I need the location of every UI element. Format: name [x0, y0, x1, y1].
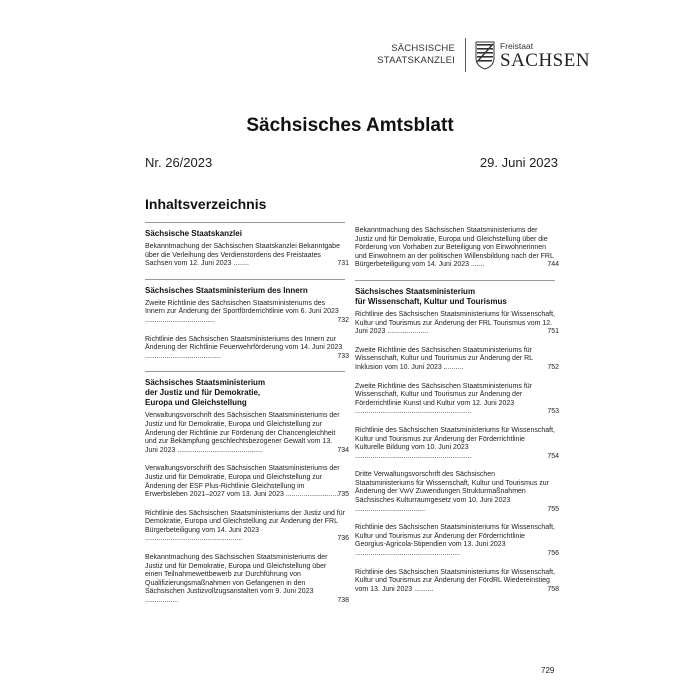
section-heading: Sächsisches Staatsministerium des Innern [145, 279, 345, 300]
toc-entry[interactable]: Zweite Richtlinie des Sächsischen Staatsministeriums des Innern zur Änderung der Sportförderrichtlinie vom 6. Juni 2023 .................................... 732 [145, 299, 349, 324]
toc-entry[interactable]: Richtlinie des Sächsischen Staatsministeriums der Justiz und für Demokratie, Europa und Gleichstellung zur Änderung der FRL Bürgerbeteiligung vom 14. Juni 2023 .................................................. 736 [145, 509, 349, 543]
logo-divider [465, 38, 466, 72]
document-title: Sächsisches Amtsblatt [246, 115, 454, 136]
toc-entry[interactable]: Zweite Richtlinie des Sächsischen Staatsministeriums für Wissenschaft, Kultur und Tourismus zur Änderung der Förderrichtlinie Kunst und Kultur vom 12. Juni 2023 ............................................................ 753 [355, 382, 559, 416]
toc-right-column [355, 227, 559, 604]
section-heading: Sächsisches Staatsministerium der Justiz und für Demokratie, Europa und Gleichstellung [145, 371, 345, 412]
toc-entry[interactable]: Richtlinie des Sächsischen Staatsministeriums für Wissenschaft, Kultur und Tourismus zur Änderung der FRL Tourismus vom 12. Juni 2023 ..................... 751 [355, 310, 559, 336]
page-number: 729 [541, 666, 555, 675]
saxony-crest-icon [474, 40, 496, 70]
toc-entry[interactable]: Richtlinie des Sächsischen Staatsministeriums für Wissenschaft, Kultur und Tourismus zur Änderung der Förderrichtlinie Georgius-Agricola-Stipendien vom 13. Juni 2023 ...................................................... 756 [355, 524, 559, 558]
page-reference: 751 [547, 328, 559, 336]
toc-entry[interactable]: Richtlinie des Sächsischen Staatsministeriums für Wissenschaft, Kultur und Tourismus zur Änderung der FördRL Wiedereinstieg vom 13. Juni 2023 .......... 758 [355, 568, 559, 593]
toc-entry[interactable]: Richtlinie des Sächsischen Staatsministeriums für Wissenschaft, Kultur und Tourismus zur Änderung der Förderrichtlinie Kulturelle Bildung vom 10. Juni 2023 ............................................................ 754 [355, 426, 559, 460]
page-reference: 738 [337, 597, 349, 605]
page-reference: 731 [337, 260, 349, 268]
page-reference: 733 [337, 352, 349, 360]
page-reference: 732 [337, 316, 349, 324]
page-reference: 754 [547, 452, 559, 460]
toc-entry[interactable]: Richtlinie des Sächsischen Staatsministeriums des Innern zur Änderung der Richtlinie Feuerwehrförderung vom 14. Juni 2023 ....................................... 733 [145, 335, 349, 360]
page-reference: 752 [547, 363, 559, 371]
toc-entry[interactable]: Dritte Verwaltungsvorschrift des Sächsischen Staatsministeriums für Wissenschaft, Kultur und Tourismus zur Änderung der VwV Zuwendungen Strukturmaßnahmen Sächsisches Kulturraumgesetz vom 10. Juni 2023 .................................... 755 [355, 471, 559, 513]
section-heading: Sächsische Staatskanzlei [145, 222, 345, 243]
page-reference: 736 [337, 535, 349, 543]
toc-entry[interactable]: Bekanntmachung des Sächsischen Staatsministeriums der Justiz und für Demokratie, Europa und Gleichstellung über die Förderung von Vorhaben zur Beteiligung von Einwohnerinnen und Einwohnern an der politischen Willensbildung nach der FRL Bürgerbeteiligung vom 14. Juni 2023 ....... 744 [355, 227, 559, 269]
toc-left-column [145, 222, 349, 616]
page-reference: 734 [337, 446, 349, 454]
page-reference: 744 [547, 261, 559, 269]
toc-entry[interactable]: Verwaltungsvorschrift des Sächsischen Staatsministeriums der Justiz und für Demokratie, Europa und Gleichstellung zur Änderung der Richtlinie zur Förderung der Chancengleichheit und zur Bekämpfung geschlechtsbezogener Gewalt vom 13. Juni 2023 ............................................ 734 [145, 412, 349, 454]
page-reference: 735 [337, 491, 349, 499]
toc-heading: Inhaltsverzeichnis [145, 196, 267, 212]
freistaat-sachsen-logo: Freistaat SACHSEN [500, 40, 591, 71]
page-reference: 756 [547, 550, 559, 558]
page-reference: 758 [547, 585, 559, 593]
toc-entry[interactable]: Verwaltungsvorschrift des Sächsischen Staatsministeriums der Justiz und für Demokratie, Europa und Gleichstellung zur Änderung der ESF Plus-Richtlinie Gleichstellung im Erwerbsleben 2021–2027 vom 13. Juni 2023 ........................... 735 [145, 465, 349, 499]
staatskanzlei-logo-text: SÄCHSISCHE STAATSKANZLEI [377, 43, 455, 66]
page-reference: 753 [547, 408, 559, 416]
issue-date: 29. Juni 2023 [479, 155, 558, 170]
page-reference: 755 [547, 505, 559, 513]
header-logos [365, 38, 590, 72]
toc-entry[interactable]: Bekanntmachung der Sächsischen Staatskanzlei Bekanntgabe über die Verleihung des Verdienstordens des Freistaates Sachsen vom 12. Juni 2023 ........ 731 [145, 243, 349, 268]
toc-entry[interactable]: Zweite Richtlinie des Sächsischen Staatsministeriums für Wissenschaft, Kultur und Tourismus zur Änderung der RL Inklusion vom 10. Juni 2023 .......... 752 [355, 346, 559, 371]
toc-entry[interactable]: Bekanntmachung des Sächsischen Staatsministeriums der Justiz und für Demokratie, Europa und Gleichstellung über einen Teilnahmewettbewerb zur Durchführung von Qualifizierungsmaßnahmen von Gefangenen in den Sächsischen Justizvollzugsanstalten vom 9. Juni 2023 ................. 738 [145, 554, 349, 605]
section-heading: Sächsisches Staatsministerium für Wissenschaft, Kultur und Tourismus [355, 280, 555, 311]
issue-number: Nr. 26/2023 [145, 155, 213, 170]
